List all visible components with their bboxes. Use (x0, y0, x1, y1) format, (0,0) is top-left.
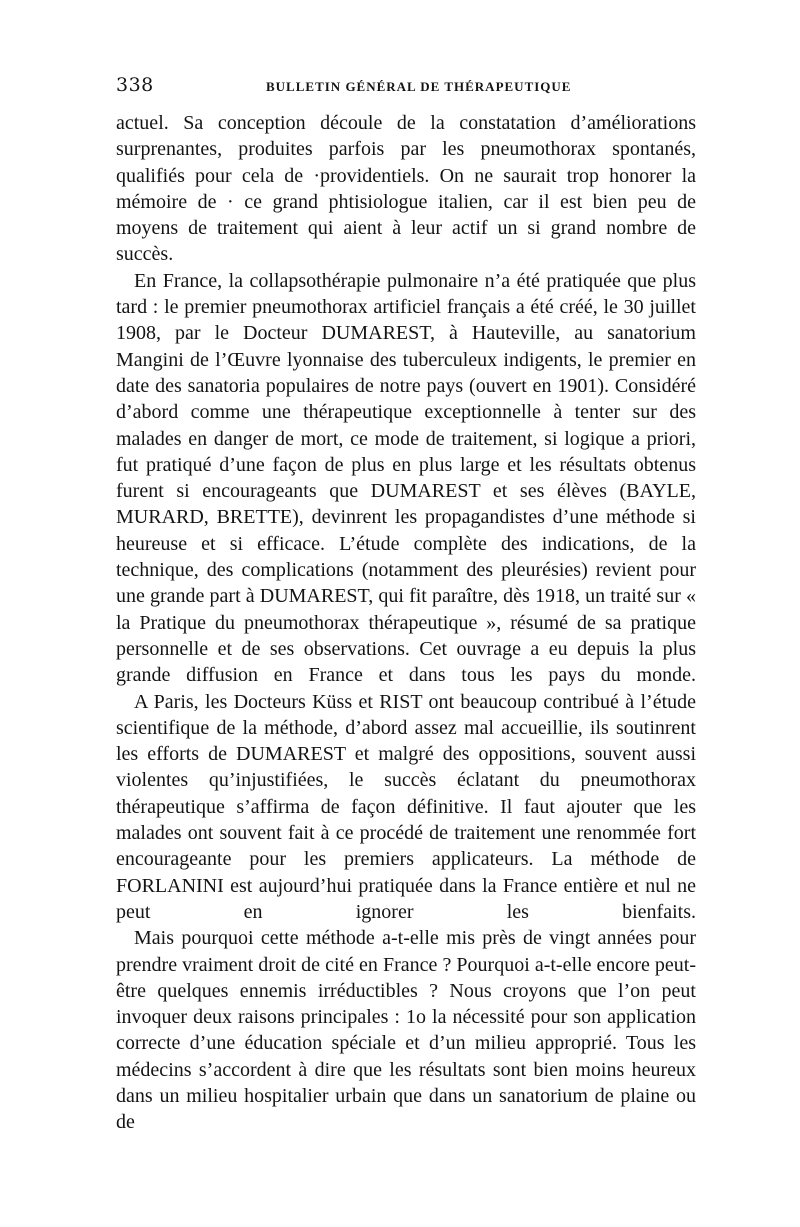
page-header (116, 74, 696, 104)
running-title: BULLETIN GÉNÉRAL DE THÉRAPEUTIQUE (266, 79, 572, 94)
paragraph-4: Mais pourquoi cette méthode a-t-elle mis près de vingt années pour prendre vraiment droit de cité en France ? Pourquoi a-t-elle encore peut-être quelques ennemis irréductibles ? Nous croyons que l’on peut invoquer deux raisons principales : 1o la nécessité pour son application correcte d’une éducation spéciale et d’un milieu approprié. Tous les médecins s’accordent à dire que les résultats sont bien moins heureux dans un milieu hospitalier urbain que dans un sanatorium de plaine ou de (116, 927, 696, 1134)
paragraph-1: actuel. Sa conception découle de la constatation d’améliorations surprenantes, produites parfois par les pneumothorax spontanés, qualifiés pour cela de ·providentiels. On ne saurait trop honorer la mémoire de · ce grand phtisiologue italien, car il est bien peu de moyens de traitement qui aient à leur actif un si grand nombre de succès. (116, 112, 696, 266)
paragraph-3: A Paris, les Docteurs Küss et RIST ont beaucoup contribué à l’étude scientifique de la méthode, d’abord assez mal accueillie, ils soutinrent les efforts de DUMAREST et malgré des oppositions, souvent aussi violentes qu’injustifiées, le succès éclatant du pneumothorax thérapeutique s’affirma de façon définitive. Il faut ajouter que les malades ont souvent fait à ce procédé de traitement une renommée fort encourageante pour les premiers applicateurs. La méthode de FORLANINI est aujourd’hui pratiquée dans la France entière et nul ne peut en ignorer les bienfaits. (116, 690, 696, 923)
page-number: 338 (116, 74, 154, 96)
body-text (116, 110, 696, 1136)
paragraph-2: En France, la collapsothérapie pulmonaire n’a été pratiquée que plus tard : le premier pneumothorax artificiel français a été créé, le 30 juillet 1908, par le Docteur DUMAREST, à Hauteville, au sanatorium Mangini de l’Œuvre lyonnaise des tuberculeux indigents, le premier en date des sanatoria populaires de notre pays (ouvert en 1901). Considéré d’abord comme une thérapeutique exceptionnelle à tenter sur des malades en danger de mort, ce mode de traitement, si logique a priori, fut pratiqué d’une façon de plus en plus large et les résultats obtenus furent si encourageants que DUMAREST et ses élèves (BAYLE, MURARD, BRETTE), devinrent les propagandistes d’une méthode si heureuse et si efficace. L’étude complète des indications, de la technique, des complications (notamment des pleurésies) revient pour une grande part à DUMAREST, qui fit paraître, dès 1918, un traité sur « la Pratique du pneumothorax thérapeutique », résumé de sa pratique personnelle et de ses observations. Cet ouvrage a eu depuis la plus grande diffusion en France et dans tous les pays du monde. (116, 269, 696, 687)
